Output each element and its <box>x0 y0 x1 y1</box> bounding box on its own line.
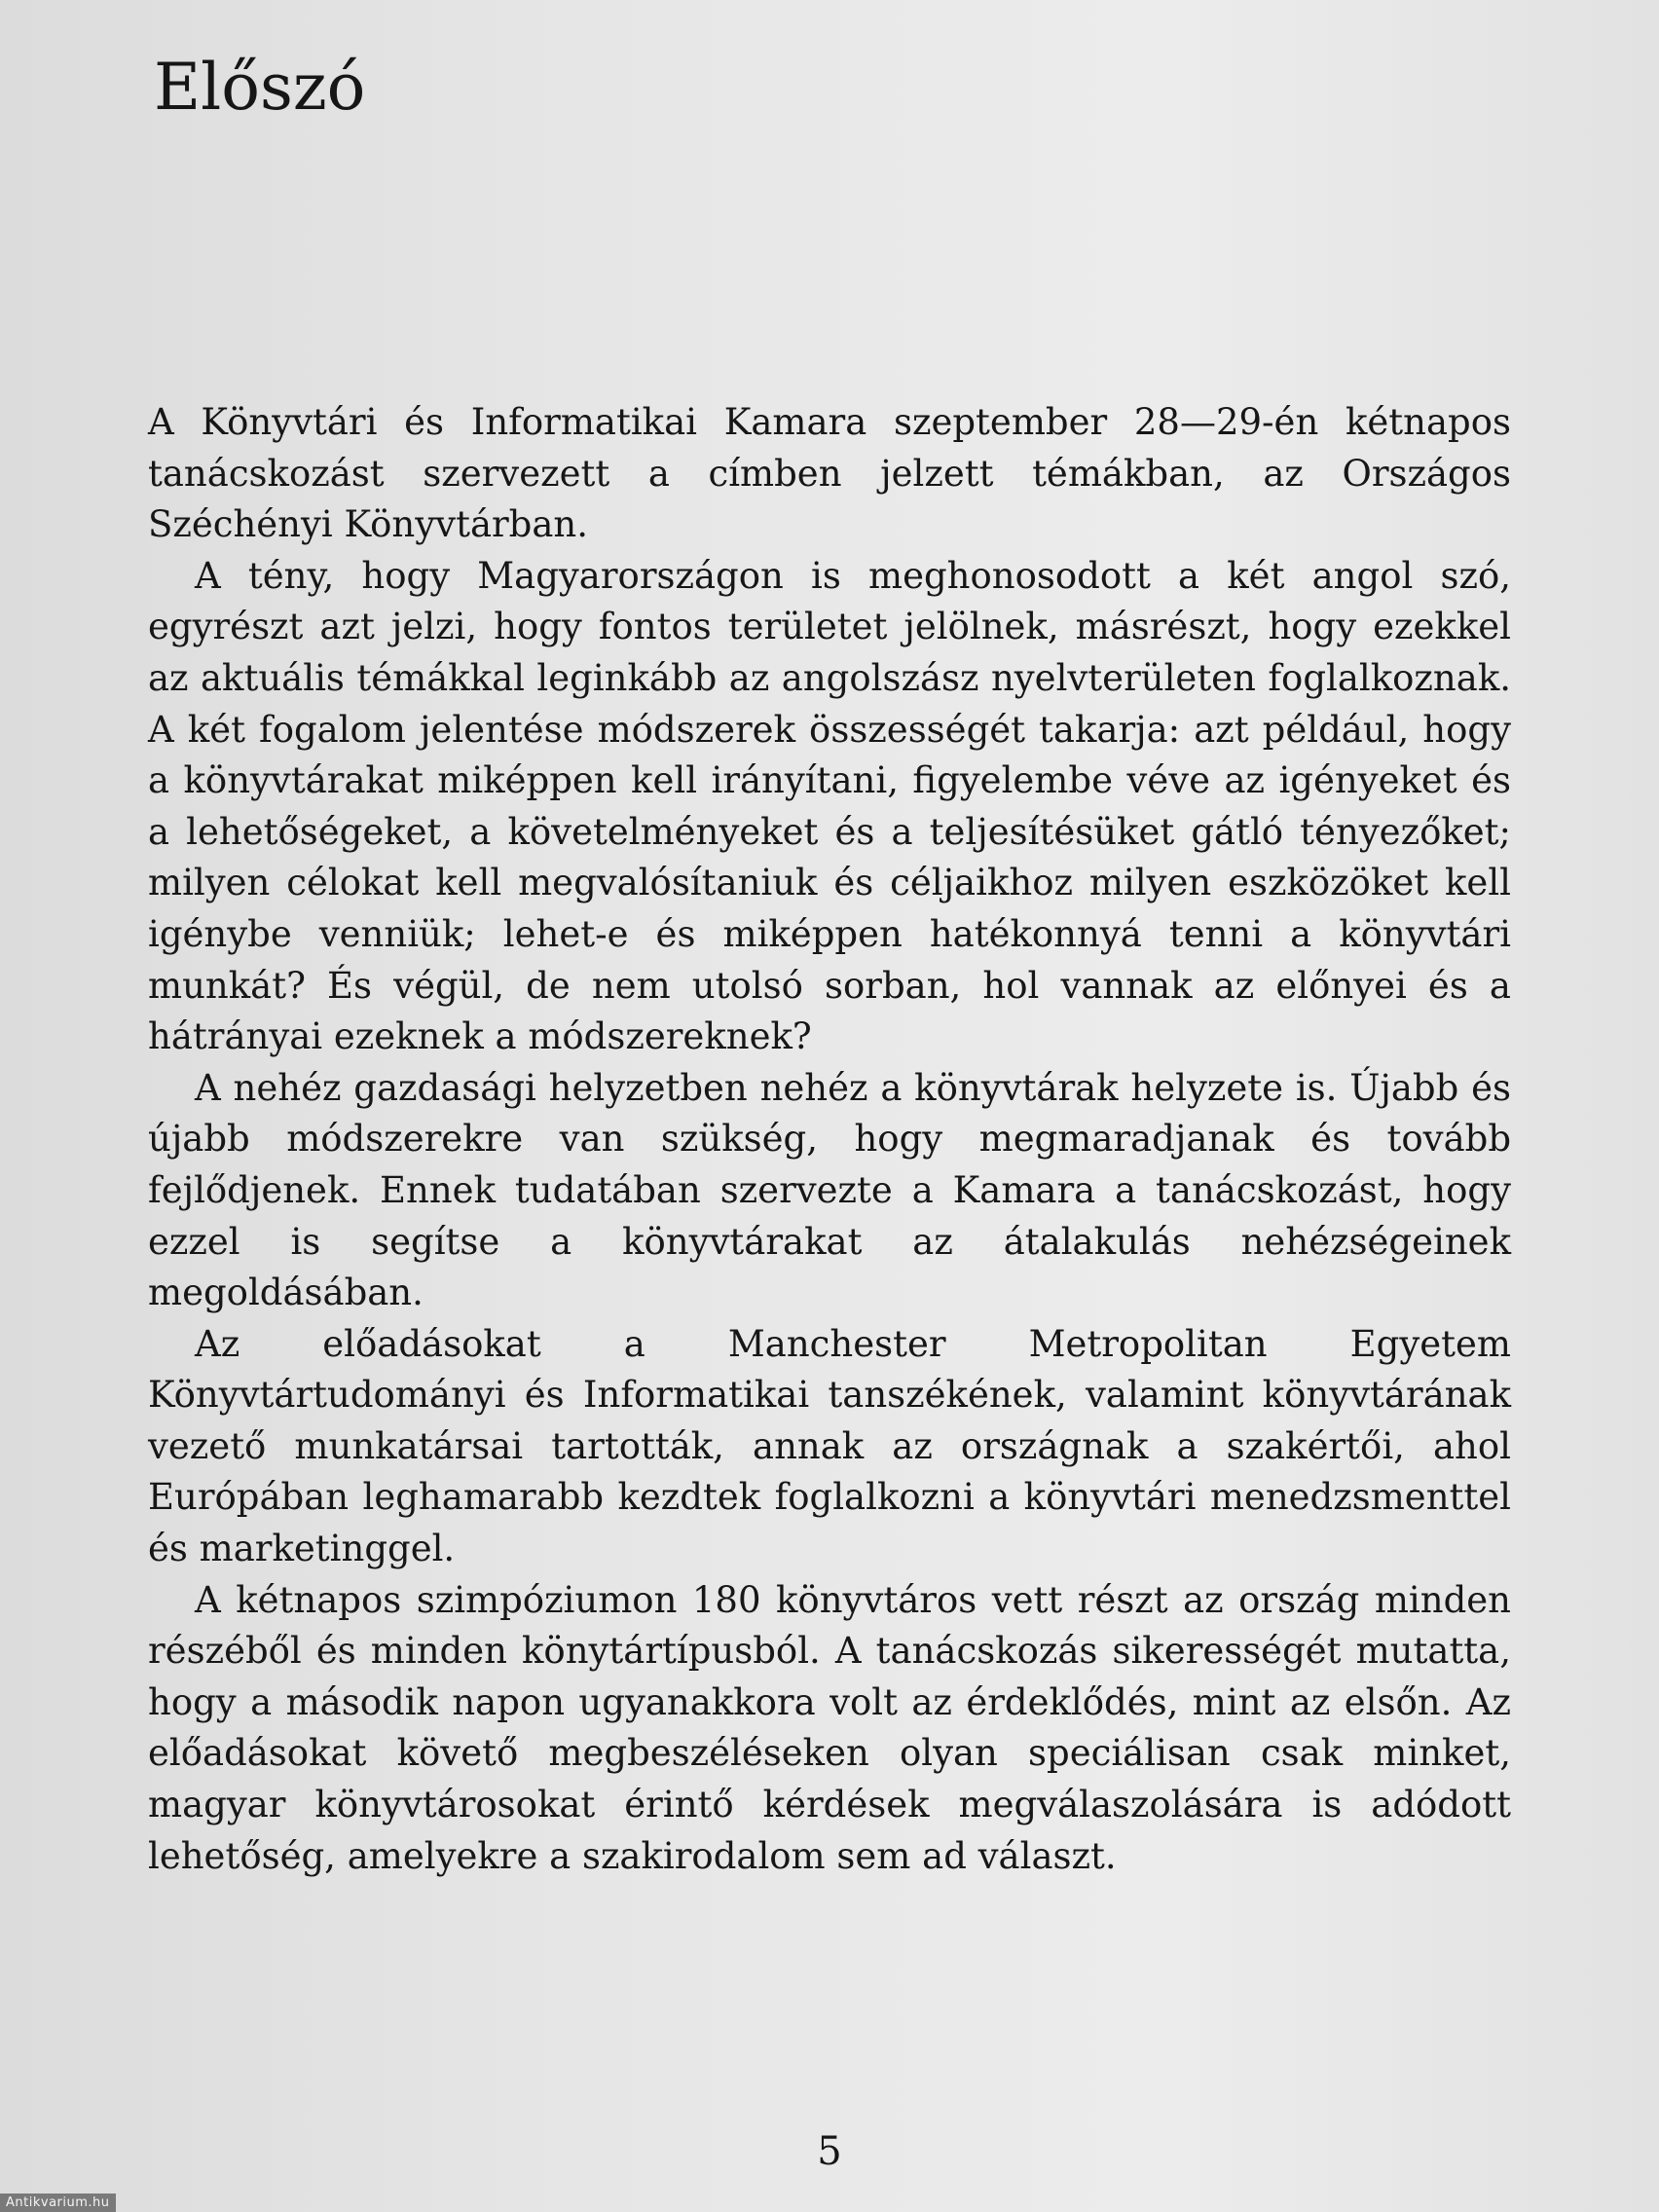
page-number: 5 <box>817 2129 842 2174</box>
paragraph-4: Az előadásokat a Manchester Metropolitan Egyetem Könyvtártudományi és Informatikai tanszékének, valamint könyvtárának vezető munkatársai tartották, annak az országnak a szakértői, ahol Európában leghamarabb kezdtek foglalkozni a könyvtári menedzsmenttel és marketinggel. <box>148 1322 1511 1570</box>
paragraph-1: A Könyvtári és Informatikai Kamara szeptember 28—29-én kétnapos tanácskozást szervezett a címben jelzett témákban, az Országos Széchényi Könyvtárban. <box>148 401 1511 546</box>
watermark: Antikvarium.hu <box>0 2194 116 2212</box>
page-title: Előszó <box>154 50 366 125</box>
paragraph-3: A nehéz gazdasági helyzetben nehéz a könyvtárak helyzete is. Újabb és újabb módszerekre van szükség, hogy megmaradjanak és tovább fejlődjenek. Ennek tudatában szervezte a Kamara a tanácskozást, hogy ezzel is segítse a könyvtárakat az átalakulás nehézségeinek megoldásában. <box>148 1066 1511 1314</box>
paragraph-5: A kétnapos szimpóziumon 180 könyvtáros vett részt az ország minden részéből és minden könytártípusból. A tanácskozás sikerességét mutatta, hogy a második napon ugyanakkora volt az érdeklődés, mint az elsőn. Az előadásokat követő megbeszéléseken olyan speciálisan csak minket, magyar könyvtárosokat érintő kérdések megválaszolására is adódott lehetőség, amelyekre a szakirodalom sem ad választ. <box>148 1578 1511 1877</box>
paragraph-2: A tény, hogy Magyarországon is meghonosodott a két angol szó, egyrészt azt jelzi, hogy fontos területet jelölnek, másrészt, hogy ezekkel az aktuális témákkal leginkább az angolszász nyelvterületen foglalkoznak. A két fogalom jelentése módszerek összességét takarja: azt például, hogy a könyvtárakat miképpen kell irányítani, figyelembe véve az igényeket és a lehetőségeket, a követelményeket és a teljesítésüket gátló tényezőket; milyen célokat kell megvalósítaniuk és céljaikhoz milyen eszközöket kell igénybe venniük; lehet-e és miképpen hatékonnyá tenni a könyvtári munkát? És végül, de nem utolsó sorban, hol vannak az előnyei és a hátrányai ezeknek a módszereknek? <box>148 554 1511 1058</box>
body-text <box>148 397 1511 1882</box>
